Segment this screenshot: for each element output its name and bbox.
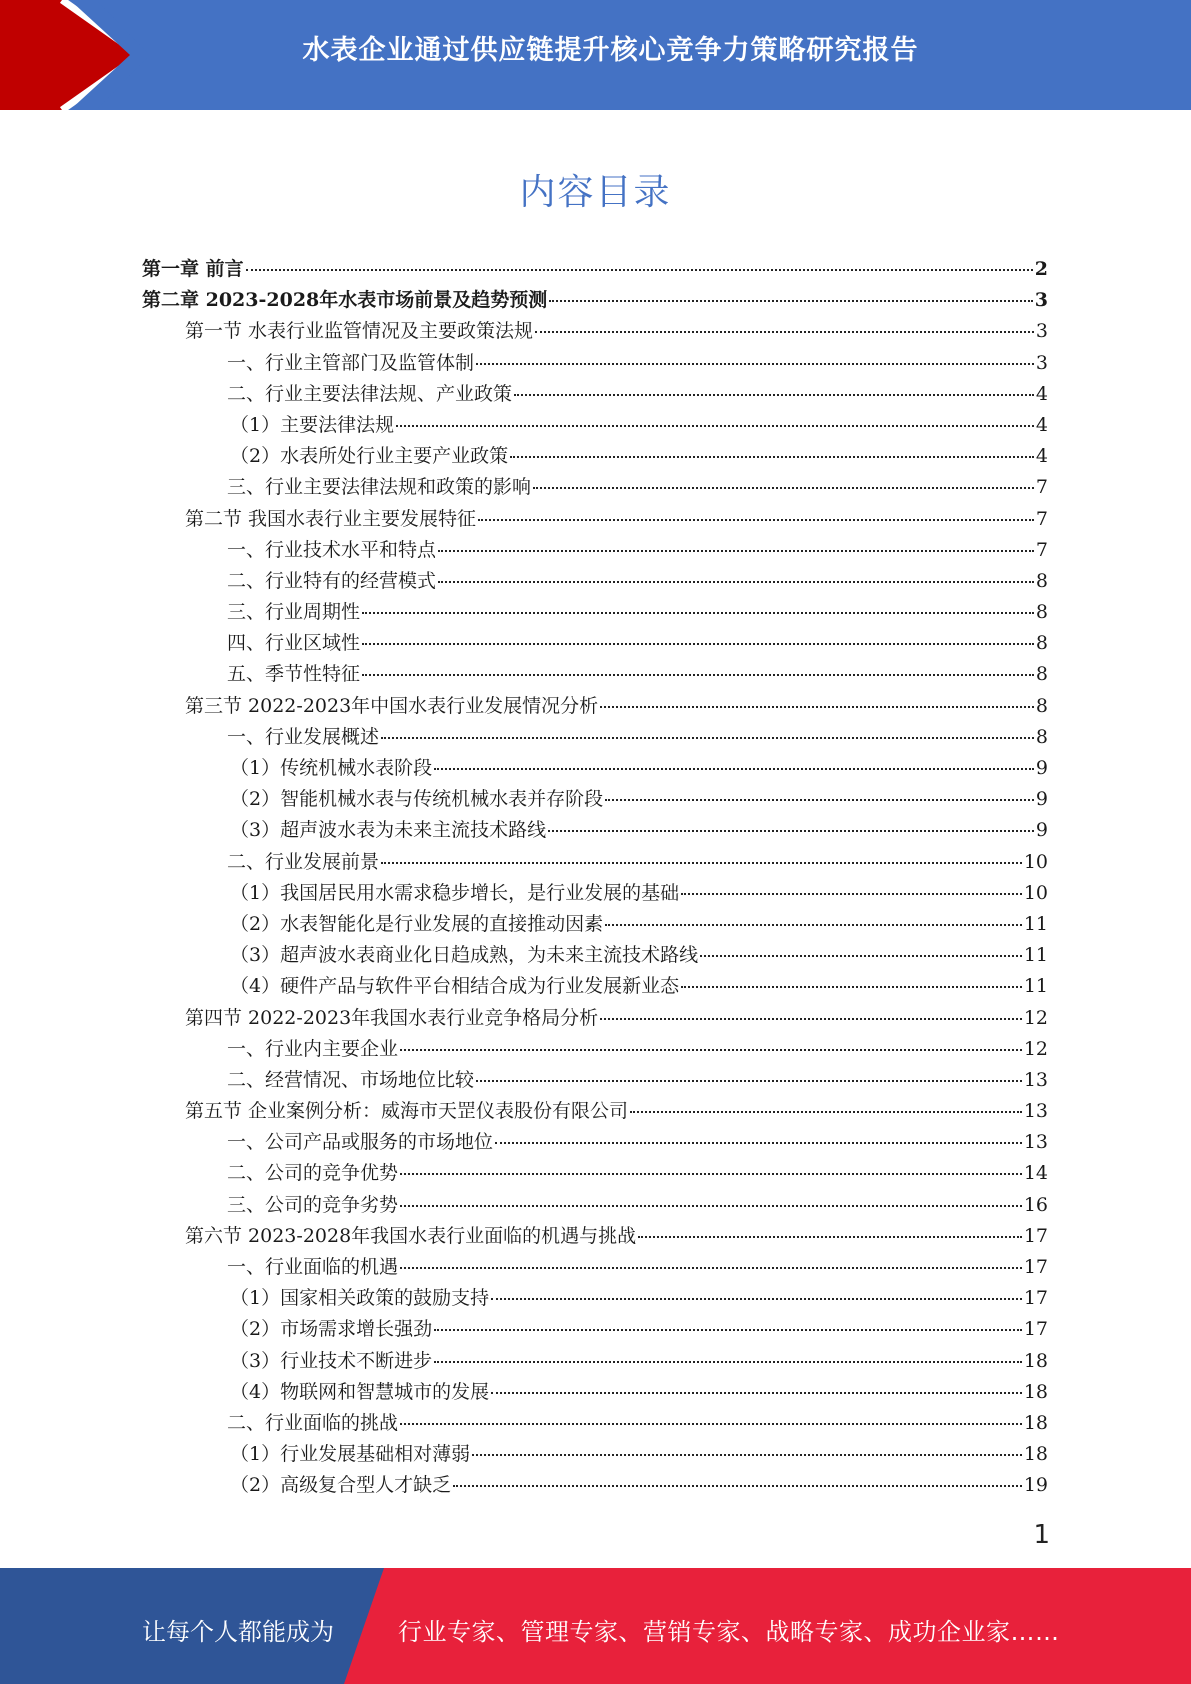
toc-entry-label: （2）水表所处行业主要产业政策 xyxy=(230,445,509,468)
toc-entry-page: 18 xyxy=(1023,1349,1048,1372)
toc-entry-label: （1）国家相关政策的鼓励支持 xyxy=(230,1287,490,1310)
toc-leader-dots xyxy=(396,425,1034,427)
toc-entry-page: 8 xyxy=(1035,632,1048,655)
toc-leader-dots xyxy=(605,924,1022,926)
toc-entry-page: 14 xyxy=(1023,1162,1048,1185)
toc-leader-dots xyxy=(400,1173,1022,1175)
toc-entry-label: （4）硬件产品与软件平台相结合成为行业发展新业态 xyxy=(230,975,680,998)
toc-entry-page: 17 xyxy=(1023,1287,1048,1310)
toc-entry[interactable] xyxy=(142,1346,1048,1377)
toc-entry-label: 二、经营情况、市场地位比较 xyxy=(227,1068,475,1091)
toc-entry[interactable] xyxy=(142,1470,1048,1501)
toc-entry[interactable] xyxy=(142,1096,1048,1127)
toc-entry-page: 9 xyxy=(1035,788,1048,811)
toc-heading: 内容目录 xyxy=(519,172,672,213)
toc-entry-label: 一、公司产品或服务的市场地位 xyxy=(227,1131,494,1154)
toc-leader-dots xyxy=(533,487,1034,489)
toc-entry-label: （2）水表智能化是行业发展的直接推动因素 xyxy=(230,912,604,935)
toc-entry[interactable] xyxy=(142,1408,1048,1439)
toc-entry[interactable] xyxy=(142,784,1048,815)
toc-entry-page: 12 xyxy=(1023,1006,1048,1029)
toc-entry-page: 3 xyxy=(1035,351,1048,374)
toc-entry-label: （2）智能机械水表与传统机械水表并存阶段 xyxy=(230,788,604,811)
toc-entry[interactable] xyxy=(142,691,1048,722)
toc-entry-label: 二、行业面临的挑战 xyxy=(227,1411,399,1434)
toc-entry[interactable] xyxy=(142,597,1048,628)
toc-entry-page: 8 xyxy=(1035,725,1048,748)
toc-entry-page: 18 xyxy=(1023,1411,1048,1434)
toc-entry[interactable] xyxy=(142,878,1048,909)
toc-entry[interactable] xyxy=(142,971,1048,1002)
toc-entry-label: 一、行业发展概述 xyxy=(227,725,380,748)
toc-entry-label: 第四节 2022-2023年我国水表行业竞争格局分析 xyxy=(185,1006,599,1029)
toc-entry-page: 8 xyxy=(1035,663,1048,686)
toc-leader-dots xyxy=(495,1142,1022,1144)
toc-leader-dots xyxy=(400,1423,1022,1425)
toc-entry-label: 三、行业主要法律法规和政策的影响 xyxy=(227,476,532,499)
toc-entry-page: 7 xyxy=(1035,538,1048,561)
toc-leader-dots xyxy=(478,519,1034,521)
toc-entry[interactable] xyxy=(142,1283,1048,1314)
toc-leader-dots xyxy=(453,1485,1022,1487)
toc-leader-dots xyxy=(434,1361,1022,1363)
toc-entry-label: 第二节 我国水表行业主要发展特征 xyxy=(185,507,477,530)
toc-entry[interactable] xyxy=(142,1190,1048,1221)
toc-leader-dots xyxy=(514,394,1034,396)
toc-leader-dots xyxy=(472,1454,1022,1456)
toc-entry-page: 18 xyxy=(1023,1443,1048,1466)
toc-leader-dots xyxy=(400,1267,1022,1269)
toc-leader-dots xyxy=(381,862,1022,864)
toc-entry-label: 二、行业特有的经营模式 xyxy=(227,569,437,592)
table-of-contents xyxy=(142,254,1048,1502)
toc-entry-page: 4 xyxy=(1035,445,1048,468)
toc-entry[interactable] xyxy=(142,1252,1048,1283)
toc-entry[interactable] xyxy=(142,753,1048,784)
page-number: 1 xyxy=(1033,1520,1050,1550)
toc-entry-label: 一、行业技术水平和特点 xyxy=(227,538,437,561)
toc-entry-page: 13 xyxy=(1023,1068,1048,1091)
toc-entry[interactable] xyxy=(142,535,1048,566)
toc-leader-dots xyxy=(434,768,1034,770)
toc-entry-page: 17 xyxy=(1023,1318,1048,1341)
toc-entry-label: 第一章 前言 xyxy=(142,258,244,280)
toc-leader-dots xyxy=(510,456,1034,458)
toc-leader-dots xyxy=(400,1205,1022,1207)
toc-entry[interactable] xyxy=(142,628,1048,659)
toc-entry-label: （2）市场需求增长强劲 xyxy=(230,1318,433,1341)
toc-entry-page: 10 xyxy=(1023,881,1048,904)
report-title: 水表企业通过供应链提升核心竞争力策略研究报告 xyxy=(302,35,919,66)
toc-entry-label: （3）超声波水表商业化日趋成熟，为未来主流技术路线 xyxy=(230,944,699,967)
toc-entry[interactable] xyxy=(142,1158,1048,1189)
toc-entry[interactable] xyxy=(142,847,1048,878)
toc-entry-page: 7 xyxy=(1035,507,1048,530)
toc-entry[interactable] xyxy=(142,909,1048,940)
toc-entry-label: （4）物联网和智慧城市的发展 xyxy=(230,1380,490,1403)
footer-slogan-left: 让每个人都能成为 xyxy=(142,1618,334,1646)
toc-leader-dots xyxy=(681,893,1022,895)
toc-entry-label: （1）我国居民用水需求稳步增长，是行业发展的基础 xyxy=(230,881,680,904)
toc-entry-page: 19 xyxy=(1023,1474,1048,1497)
toc-entry-label: （1）传统机械水表阶段 xyxy=(230,757,433,779)
toc-entry[interactable] xyxy=(142,1065,1048,1096)
toc-entry[interactable] xyxy=(142,285,1048,316)
toc-leader-dots xyxy=(638,1236,1022,1238)
toc-entry-label: （3）行业技术不断进步 xyxy=(230,1349,433,1372)
toc-leader-dots xyxy=(476,1080,1022,1082)
toc-entry-page: 11 xyxy=(1023,912,1048,935)
toc-leader-dots xyxy=(362,643,1034,645)
toc-entry[interactable] xyxy=(142,504,1048,535)
toc-leader-dots xyxy=(400,1049,1022,1051)
toc-entry-page: 11 xyxy=(1023,944,1048,967)
toc-entry[interactable] xyxy=(142,1377,1048,1408)
toc-leader-dots xyxy=(381,737,1034,739)
toc-entry-label: 第二章 2023-2028年水表市场前景及趋势预测 xyxy=(142,289,548,312)
toc-entry[interactable] xyxy=(142,1439,1048,1470)
toc-leader-dots xyxy=(600,706,1034,708)
toc-entry-label: 第六节 2023-2028年我国水表行业面临的机遇与挑战 xyxy=(185,1224,637,1247)
toc-leader-dots xyxy=(549,300,1033,302)
toc-entry-page: 9 xyxy=(1035,819,1048,842)
toc-entry[interactable] xyxy=(142,410,1048,441)
toc-entry-page: 17 xyxy=(1023,1256,1048,1278)
toc-leader-dots xyxy=(535,331,1034,333)
page-footer xyxy=(0,1568,1191,1684)
toc-leader-dots xyxy=(362,612,1034,614)
toc-entry-page: 8 xyxy=(1035,569,1048,592)
page-header xyxy=(0,0,1191,110)
toc-entry[interactable] xyxy=(142,659,1048,690)
toc-entry-page: 17 xyxy=(1023,1224,1048,1247)
toc-entry-page: 8 xyxy=(1035,694,1048,717)
footer-slogan-right: 行业专家、管理专家、营销专家、战略专家、成功企业家…… xyxy=(398,1618,1060,1646)
toc-entry-page: 3 xyxy=(1035,320,1048,343)
toc-entry[interactable] xyxy=(142,1034,1048,1065)
toc-entry-label: 一、行业内主要企业 xyxy=(227,1037,399,1060)
toc-entry-label: 第三节 2022-2023年中国水表行业发展情况分析 xyxy=(185,694,599,717)
toc-entry[interactable] xyxy=(142,316,1048,347)
toc-entry[interactable] xyxy=(142,1221,1048,1252)
toc-entry-page: 9 xyxy=(1035,757,1048,779)
toc-entry-label: 四、行业区域性 xyxy=(227,632,361,655)
toc-entry[interactable] xyxy=(142,254,1048,285)
toc-entry-label: 第一节 水表行业监管情况及主要政策法规 xyxy=(185,320,534,343)
toc-entry-page: 2 xyxy=(1034,258,1048,280)
toc-entry[interactable] xyxy=(142,566,1048,597)
toc-entry[interactable] xyxy=(142,940,1048,971)
toc-entry-page: 4 xyxy=(1035,413,1048,436)
toc-entry-label: 三、行业周期性 xyxy=(227,601,361,624)
toc-entry[interactable] xyxy=(142,348,1048,379)
toc-entry-page: 8 xyxy=(1035,601,1048,624)
toc-entry-page: 16 xyxy=(1023,1193,1048,1216)
toc-leader-dots xyxy=(548,830,1034,832)
toc-entry-page: 11 xyxy=(1023,975,1048,998)
toc-leader-dots xyxy=(600,1018,1022,1020)
toc-entry[interactable] xyxy=(142,1314,1048,1345)
toc-entry-page: 10 xyxy=(1023,850,1048,873)
toc-entry-label: 三、公司的竞争劣势 xyxy=(227,1193,399,1216)
toc-entry-label: （2）高级复合型人才缺乏 xyxy=(230,1474,452,1497)
toc-entry[interactable] xyxy=(142,379,1048,410)
toc-leader-dots xyxy=(476,363,1034,365)
toc-entry-label: （3）超声波水表为未来主流技术路线 xyxy=(230,819,547,842)
toc-entry-label: 五、季节性特征 xyxy=(227,663,361,686)
red-chevron-decoration xyxy=(0,0,160,110)
toc-entry-page: 12 xyxy=(1023,1037,1048,1060)
toc-leader-dots xyxy=(438,581,1034,583)
toc-entry-label: 第五节 企业案例分析：威海市天罡仪表股份有限公司 xyxy=(185,1100,629,1123)
toc-leader-dots xyxy=(434,1329,1022,1331)
toc-entry-label: （1）主要法律法规 xyxy=(230,413,395,436)
toc-entry-page: 13 xyxy=(1023,1131,1048,1154)
toc-leader-dots xyxy=(362,674,1034,676)
toc-leader-dots xyxy=(605,799,1034,801)
toc-entry[interactable] xyxy=(142,472,1048,503)
toc-leader-dots xyxy=(630,1111,1022,1113)
toc-entry[interactable] xyxy=(142,815,1048,846)
toc-entry-page: 13 xyxy=(1023,1100,1048,1123)
toc-leader-dots xyxy=(491,1392,1022,1394)
toc-entry[interactable] xyxy=(142,722,1048,753)
toc-entry[interactable] xyxy=(142,441,1048,472)
toc-leader-dots xyxy=(246,269,1033,271)
toc-entry-label: 二、行业发展前景 xyxy=(227,850,380,873)
toc-entry-label: （1）行业发展基础相对薄弱 xyxy=(230,1443,471,1466)
toc-entry-label: 二、行业主要法律法规、产业政策 xyxy=(227,382,513,405)
toc-entry[interactable] xyxy=(142,1003,1048,1034)
toc-entry-label: 一、行业主管部门及监管体制 xyxy=(227,351,475,374)
toc-leader-dots xyxy=(491,1298,1022,1300)
toc-entry-label: 二、公司的竞争优势 xyxy=(227,1162,399,1185)
toc-entry-page: 18 xyxy=(1023,1380,1048,1403)
toc-leader-dots xyxy=(700,955,1022,957)
toc-entry-page: 3 xyxy=(1034,289,1048,312)
toc-entry-page: 7 xyxy=(1035,476,1048,499)
toc-leader-dots xyxy=(438,550,1034,552)
toc-leader-dots xyxy=(681,986,1022,988)
toc-entry[interactable] xyxy=(142,1127,1048,1158)
toc-entry-label: 一、行业面临的机遇 xyxy=(227,1256,399,1278)
toc-entry-page: 4 xyxy=(1035,382,1048,405)
